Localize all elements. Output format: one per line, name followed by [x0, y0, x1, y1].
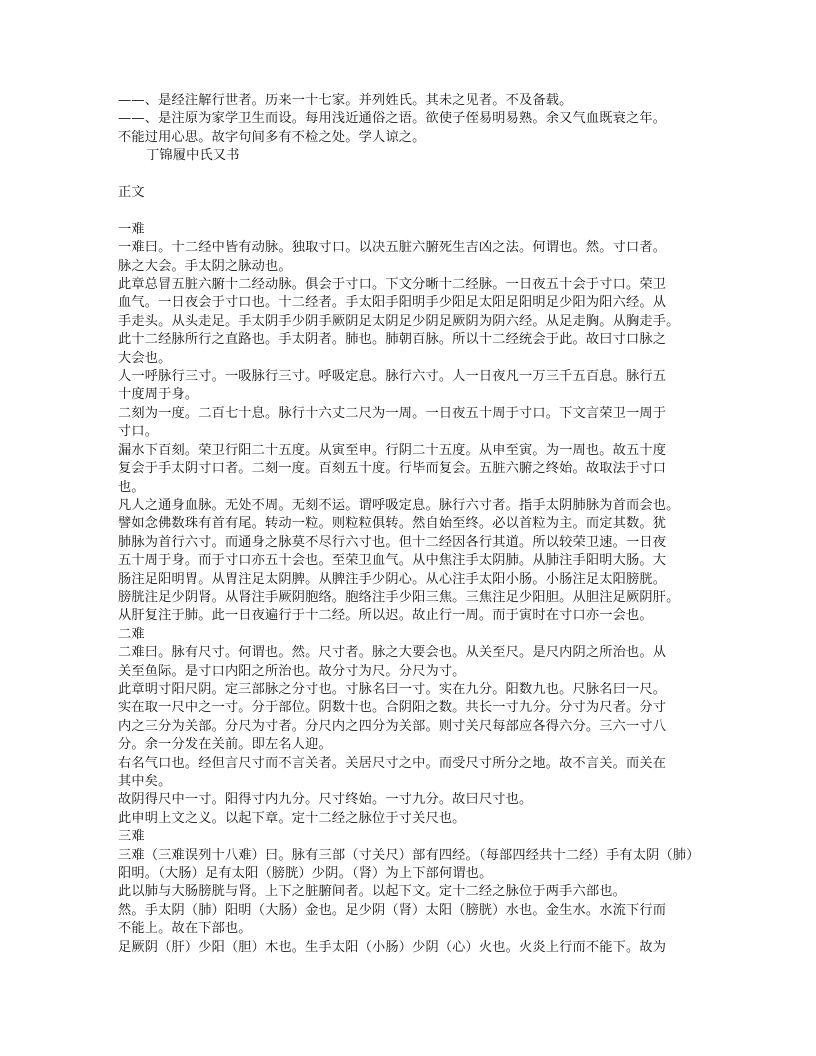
chapter-heading: 一难	[118, 221, 145, 237]
text-line: 十度周于身。	[118, 387, 199, 403]
preface-note-2: ——、是注原为家学卫生而设。每用浅近通俗之语。欲使子侄易明易熟。余又气血既衰之年。	[118, 111, 667, 127]
text-line: 故阴得尺中一寸。阳得寸内九分。尺寸终始。一寸九分。故曰尺寸也。	[118, 792, 533, 808]
text-line: 脉之大会。手太阴之脉动也。	[118, 258, 292, 274]
chapter-heading: 二难	[118, 626, 145, 642]
text-line: 二刻为一度。二百七十息。脉行十六丈二尺为一周。一日夜五十周于寸口。下文言荣卫一周于	[118, 405, 667, 421]
preface-note-1: ——、是经注解行世者。历来一十七家。并列姓氏。其未之见者。不及备载。	[118, 93, 573, 108]
author-signature: 丁锦履中氏又书	[146, 148, 240, 164]
text-line: 漏水下百刻。荣卫行阳二十五度。从寅至申。行阴二十五度。从申至寅。为一周也。故五十度	[118, 442, 667, 458]
spacer	[118, 202, 702, 220]
text-line: 此申明上文之义。以起下章。定十二经之脉位于寸关尺也。	[118, 810, 466, 826]
text-line: 右名气口也。经但言尺寸而不言关者。关居尺寸之中。而受尺寸所分之地。故不言关。而关在	[118, 755, 667, 771]
text-line: 复会于手太阴寸口者。二刻一度。百刻五十度。行毕而复会。五脏六腑之终始。故取法于寸口	[118, 461, 667, 477]
text-line: 手走头。从头走足。手太阴手少阴手厥阴足太阴足少阴足厥阴为阴六经。从足走胸。从胸走手。	[118, 313, 680, 329]
text-line: 其中矣。	[118, 774, 172, 789]
text-line: 人一呼脉行三寸。一吸脉行三寸。呼吸定息。脉行六寸。人一日夜凡一万三千五百息。脉行五	[118, 369, 667, 385]
text-line: 关至鱼际。是寸口内阳之所治也。故分寸为尺。分尺为寸。	[118, 663, 466, 679]
chapter-heading: 三难	[118, 829, 145, 845]
text-line: 二难曰。脉有尺寸。何谓也。然。尺寸者。脉之大要会也。从关至尺。是尺内阴之所治也。从	[118, 645, 667, 661]
text-line: 内之三分为关部。分尺为寸者。分尺内之四分为关部。则寸关尺每部应各得六分。三六一寸八	[118, 718, 667, 734]
preface-note-2-cont: 不能过用心思。故字句间多有不检之处。学人谅之。	[118, 129, 426, 145]
text-line: 也。	[118, 479, 145, 495]
text-line: 分。余一分发在关前。即左名人迎。	[118, 737, 332, 753]
text-line: 大会也。	[118, 350, 172, 366]
text-line: 血气。一日夜会于寸口也。十二经者。手太阳手阳明手少阳足太阳足阳明足少阳为阳六经。从	[118, 295, 667, 311]
text-line: 三难（三难误列十八难）曰。脉有三部（寸关尺）部有四经。（每部四经共十二经）手有太阴（肺）	[118, 847, 700, 863]
text-line: 肺脉为首行六寸。而通身之脉莫不尽行六寸也。但十二经因各行其道。所以较荣卫速。一日夜	[118, 534, 667, 550]
text-line: 肠注足阳明胃。从胃注足太阴脾。从脾注手少阴心。从心注手太阳小肠。小肠注足太阳膀胱。	[118, 571, 667, 587]
text-line: 从肝复注于肺。此一日夜遍行于十二经。所以迟。故止行一周。而于寅时在寸口亦一会也。	[118, 608, 653, 624]
text-line: 寸口。	[118, 424, 159, 440]
text-line: 一难曰。十二经中皆有动脉。独取寸口。以决五脏六腑死生吉凶之法。何谓也。然。寸口者。	[118, 240, 667, 256]
spacer	[118, 166, 702, 184]
text-line: 譬如念佛数珠有首有尾。转动一粒。则粒粒俱转。然自始至终。必以首粒为主。而定其数。犹	[118, 516, 667, 532]
document-page	[118, 92, 702, 957]
text-line: 此章总冒五脏六腑十二经动脉。俱会于寸口。下文分晰十二经脉。一日夜五十会于寸口。荣卫	[118, 277, 667, 293]
text-line: 阳明。（大肠）足有太阳（膀胱）少阴。（肾）为上下部何谓也。	[118, 866, 493, 882]
text-line: 五十周于身。而于寸口亦五十会也。至荣卫血气。从中焦注手太阴肺。从肺注手阳明大肠。大	[118, 553, 667, 569]
text-line: 膀胱注足少阴肾。从肾注手厥阴胞络。胞络注手少阳三焦。三焦注足少阳胆。从胆注足厥阴肝。	[118, 589, 680, 605]
text-line: 实在取一尺中之一寸。分于部位。阴数十也。合阴阳之数。共长一寸九分。分寸为尺者。分寸	[118, 700, 667, 716]
text-line: 然。手太阴（肺）阳明（大肠）金也。足少阴（肾）太阳（膀胱）水也。金生水。水流下行而	[118, 902, 667, 918]
section-title: 正文	[118, 185, 145, 201]
text-line: 此以肺与大肠膀胱与肾。上下之脏腑间者。以起下文。定十二经之脉位于两手六部也。	[118, 884, 626, 900]
text-line: 此章明寸阳尺阴。定三部脉之分寸也。寸脉名曰一寸。实在九分。阳数九也。尺脉名曰一尺。	[118, 681, 667, 697]
text-line: 不能上。故在下部也。	[118, 921, 252, 937]
text-line: 足厥阴（肝）少阳（胆）木也。生手太阳（小肠）少阴（心）火也。火炎上行而不能下。故为	[118, 939, 667, 955]
text-line: 凡人之通身血脉。无处不周。无刻不运。谓呼吸定息。脉行六寸者。指手太阴肺脉为首而会也。	[118, 497, 680, 513]
text-line: 此十二经脉所行之直路也。手太阴者。肺也。肺朝百脉。所以十二经统会于此。故曰寸口脉之	[118, 332, 667, 348]
